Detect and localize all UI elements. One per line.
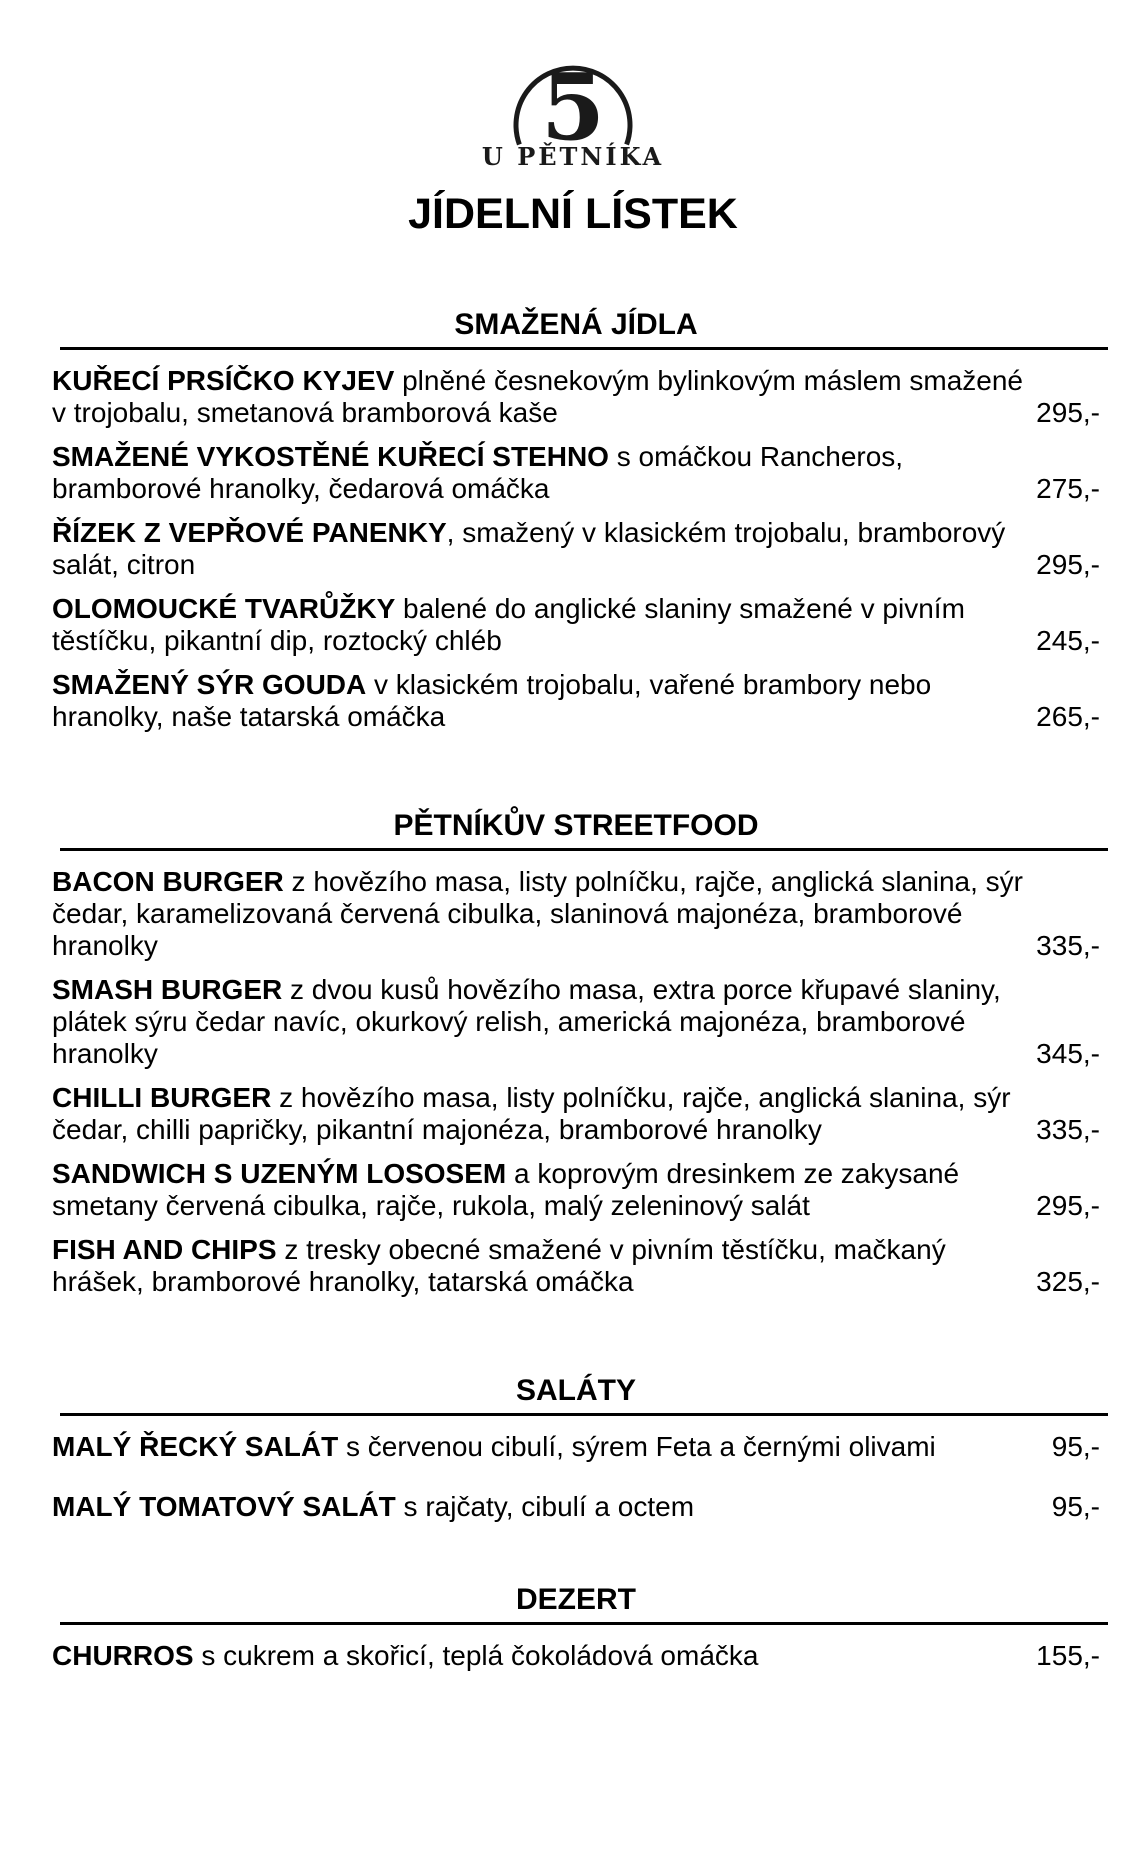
brand-name: U PĚTNÍKA <box>481 142 665 171</box>
menu-content <box>0 308 1146 1672</box>
item-description: z tresky obecné smažené v pivním těstíčku, mačkaný hrášek, bramborové hranolky, tatarská omáčka <box>52 1234 946 1297</box>
item-text <box>52 441 1100 505</box>
item-description: v klasickém trojobalu, vařené brambory nebo hranolky, naše tatarská omáčka <box>52 669 932 732</box>
item-description: s rajčaty, cibulí a octem <box>395 1491 695 1522</box>
item-text <box>52 866 1100 962</box>
item-name: KUŘECÍ PRSÍČKO KYJEV <box>52 365 395 396</box>
item-price: 345,- <box>1036 1038 1100 1069</box>
page-title: JÍDELNÍ LÍSTEK <box>408 190 738 238</box>
section-divider <box>60 1622 1108 1625</box>
menu-item <box>52 1158 1100 1222</box>
item-name: FISH AND CHIPS <box>52 1234 277 1265</box>
item-text <box>52 365 1100 429</box>
item-name: ŘÍZEK Z VEPŘOVÉ PANENKY <box>52 517 447 548</box>
menu-item <box>52 517 1100 581</box>
menu-item <box>52 1234 1100 1298</box>
item-price: 95,- <box>1051 1431 1100 1462</box>
item-name: MALÝ TOMATOVÝ SALÁT <box>52 1491 396 1522</box>
section-divider <box>60 1413 1108 1416</box>
section-heading: DEZERT <box>516 1583 636 1616</box>
item-name: MALÝ ŘECKÝ SALÁT <box>52 1431 339 1462</box>
restaurant-logo <box>511 53 635 161</box>
item-price: 335,- <box>1036 930 1100 961</box>
item-price: 295,- <box>1036 397 1100 428</box>
menu-item <box>52 1431 1100 1463</box>
item-name: CHURROS <box>52 1640 194 1671</box>
menu-header <box>0 53 1146 238</box>
item-name: SMAŽENÝ SÝR GOUDA <box>52 669 367 700</box>
item-name: SANDWICH S UZENÝM LOSOSEM <box>52 1158 507 1189</box>
item-price: 265,- <box>1036 701 1100 732</box>
item-description: s omáčkou Rancheros, bramborové hranolky, čedarová omáčka <box>52 441 904 504</box>
item-price: 295,- <box>1036 549 1100 580</box>
item-description: z hovězího masa, listy polníčku, rajče, anglická slanina, sýr čedar, karamelizovaná červená cibulka, slaninová majonéza, bramborové hranolky <box>52 866 1024 961</box>
section-heading: PĚTNÍKŮV STREETFOOD <box>393 809 759 842</box>
menu-section <box>52 1374 1100 1523</box>
section-divider <box>60 347 1108 350</box>
menu-item <box>52 866 1100 962</box>
item-price: 275,- <box>1036 473 1100 504</box>
section-items <box>52 1431 1100 1523</box>
item-text <box>52 1234 1100 1298</box>
item-description: s cukrem a skořicí, teplá čokoládová omáčka <box>193 1640 759 1671</box>
item-description: z hovězího masa, listy polníčku, rajče, anglická slanina, sýr čedar, chilli papričky, pikantní majonéza, bramborové hranolky <box>52 1082 1011 1145</box>
menu-item <box>52 1082 1100 1146</box>
item-description: plněné česnekovým bylinkovým máslem smažené v trojobalu, smetanová bramborová kaše <box>52 365 1023 428</box>
section-items <box>52 866 1100 1298</box>
menu-item <box>52 441 1100 505</box>
menu-item <box>52 669 1100 733</box>
item-text <box>52 974 1100 1070</box>
item-description: s červenou cibulí, sýrem Feta a černými olivami <box>338 1431 936 1462</box>
section-items <box>52 1640 1100 1672</box>
item-text <box>52 1491 1100 1523</box>
item-text <box>52 1431 1100 1463</box>
item-text <box>52 1640 1100 1672</box>
section-items <box>52 365 1100 733</box>
item-name: OLOMOUCKÉ TVARŮŽKY <box>52 593 396 624</box>
item-name: BACON BURGER <box>52 866 284 897</box>
menu-section <box>52 809 1100 1298</box>
item-price: 155,- <box>1036 1640 1100 1671</box>
menu-item <box>52 1491 1100 1523</box>
item-price: 335,- <box>1036 1114 1100 1145</box>
item-name: SMAŽENÉ VYKOSTĚNÉ KUŘECÍ STEHNO <box>52 441 609 472</box>
menu-section <box>52 308 1100 733</box>
item-description: balené do anglické slaniny smažené v pivním těstíčku, pikantní dip, roztocký chléb <box>52 593 965 656</box>
item-price: 245,- <box>1036 625 1100 656</box>
item-text <box>52 593 1100 657</box>
menu-item <box>52 365 1100 429</box>
item-name: SMASH BURGER <box>52 974 283 1005</box>
item-price: 95,- <box>1051 1491 1100 1522</box>
item-name: CHILLI BURGER <box>52 1082 272 1113</box>
item-text <box>52 1082 1100 1146</box>
menu-item <box>52 593 1100 657</box>
section-heading: SMAŽENÁ JÍDLA <box>454 308 698 341</box>
item-price: 325,- <box>1036 1266 1100 1297</box>
item-text <box>52 1158 1100 1222</box>
item-text <box>52 517 1100 581</box>
menu-item <box>52 974 1100 1070</box>
item-description: z dvou kusů hovězího masa, extra porce křupavé slaniny, plátek sýru čedar navíc, okurkový relish, americká majonéza, bramborové hranolky <box>52 974 1001 1069</box>
item-description: , smažený v klasickém trojobalu, bramborový salát, citron <box>52 517 1006 580</box>
logo-number: 5 <box>540 53 605 161</box>
menu-section <box>52 1583 1100 1672</box>
item-price: 295,- <box>1036 1190 1100 1221</box>
section-heading: SALÁTY <box>516 1374 636 1407</box>
section-divider <box>60 848 1108 851</box>
item-description: a koprovým dresinkem ze zakysané smetany červená cibulka, rajče, rukola, malý zeleninový salát <box>52 1158 960 1221</box>
menu-item <box>52 1640 1100 1672</box>
item-text <box>52 669 1100 733</box>
